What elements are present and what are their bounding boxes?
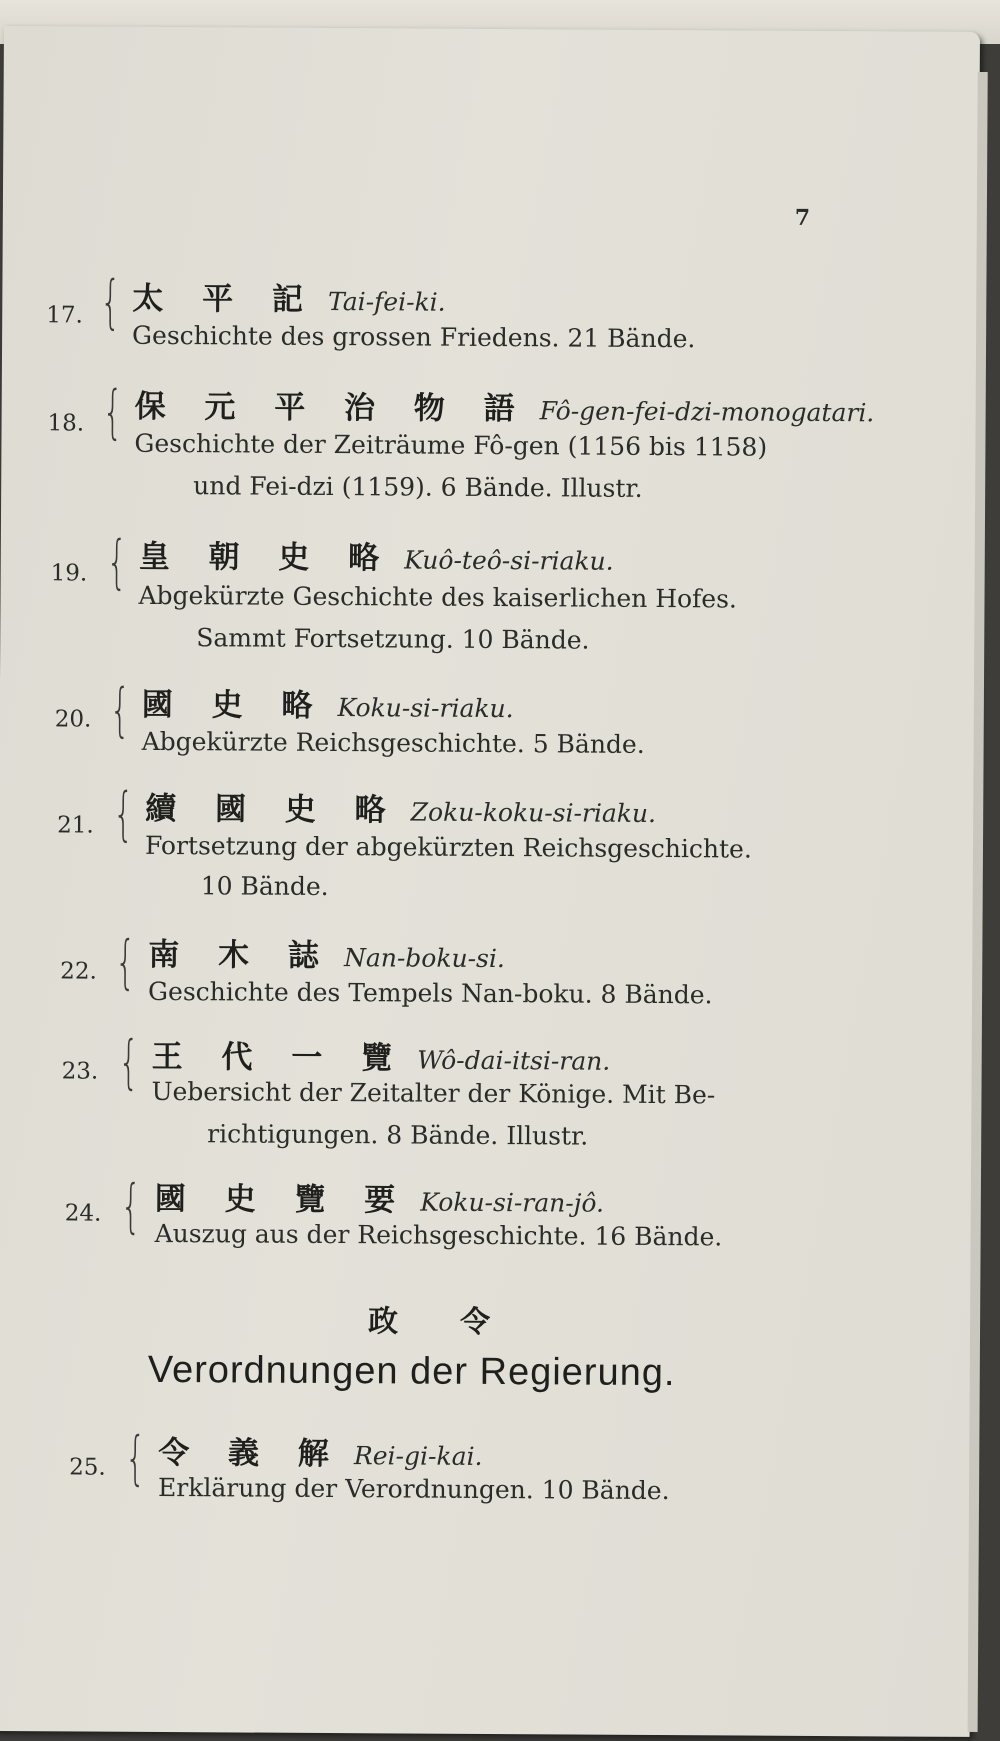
entry-kanji: 南 木 誌	[148, 936, 334, 975]
entry-description: Geschichte des grossen Friedens. 21 Bände.	[132, 320, 696, 354]
entry-description-continued: 10 Bände.	[200, 871, 329, 901]
entry-number: 20.	[54, 706, 92, 733]
book-page	[0, 26, 980, 1737]
entry-description: Abgekürzte Geschichte des kaiserlichen Hofes.	[138, 580, 738, 614]
page-number: 7	[794, 204, 811, 231]
brace-icon: {	[102, 377, 124, 446]
brace-icon: {	[118, 1027, 140, 1096]
entry-title	[148, 929, 505, 976]
entry-title	[139, 531, 614, 579]
entry-description-continued: Sammt Fortsetzung. 10 Bände.	[196, 623, 590, 655]
entry-description: Geschichte der Zeiträume Fô-gen (1156 bis 1158)	[134, 428, 768, 462]
entry-romanization: Nan-boku-si.	[343, 943, 505, 974]
catalog-entry	[2, 267, 922, 354]
entry-description: Erklärung der Verordnungen. 10 Bände.	[157, 1472, 670, 1506]
entry-romanization: Fô-gen-fei-dzi-monogatari.	[539, 396, 875, 428]
brace-icon: {	[120, 1171, 142, 1240]
section-heading-kanji: 政令	[367, 1304, 553, 1341]
entry-kanji: 國 史 覽 要	[154, 1180, 410, 1219]
entry-description: Uebersicht der Zeitalter der Könige. Mit Be-	[151, 1076, 716, 1110]
catalog-entry	[0, 926, 918, 1010]
entry-romanization: Koku-si-riaku.	[337, 693, 514, 724]
entry-number: 18.	[47, 410, 85, 437]
section-heading: Verordnungen der Regierung.	[147, 1348, 676, 1395]
entry-romanization: Tai-fei-ki.	[327, 286, 446, 317]
entry-title	[132, 273, 446, 320]
catalog-entry	[0, 1027, 918, 1151]
entry-number: 22.	[60, 958, 97, 985]
entry-romanization: Koku-si-ran-jô.	[420, 1187, 605, 1218]
entry-romanization: Wô-dai-itsi-ran.	[417, 1045, 611, 1076]
entry-romanization: Kuô-teô-si-riaku.	[404, 545, 614, 576]
entry-description: Abgekürzte Reichsgeschichte. 5 Bände.	[141, 726, 645, 759]
catalog-entry	[0, 1423, 915, 1506]
entry-title	[152, 1031, 611, 1079]
entry-romanization: Zoku-koku-si-riaku.	[410, 797, 657, 828]
brace-icon: {	[115, 927, 136, 996]
entry-number: 23.	[61, 1058, 99, 1085]
page-edge	[968, 72, 988, 1732]
entry-kanji: 國 史 略	[141, 686, 327, 724]
entry-title	[135, 381, 875, 431]
entry-description: Fortsetzung der abgekürzten Reichsgeschichte.	[144, 830, 752, 864]
entry-title	[142, 679, 514, 726]
entry-kanji: 保 元 平 治 物 語	[134, 388, 529, 428]
brace-icon: {	[109, 675, 131, 744]
entry-title	[145, 783, 656, 831]
entry-title	[155, 1173, 605, 1221]
catalog-entry	[0, 675, 920, 759]
entry-description-continued: und Fei-dzi (1159). 6 Bände. Illustr.	[193, 471, 643, 503]
brace-icon: {	[106, 527, 128, 596]
entry-description-continued: richtigungen. 8 Bände. Illustr.	[207, 1119, 589, 1151]
entry-kanji: 王 代 一 覽	[151, 1038, 407, 1077]
entry-number: 21.	[57, 812, 94, 839]
catalog-entry	[1, 526, 921, 655]
entry-kanji: 續 國 史 略	[145, 790, 400, 829]
entry-description: Auszug aus der Reichsgeschichte. 16 Bände.	[154, 1218, 723, 1252]
brace-icon: {	[100, 267, 121, 336]
entry-romanization: Rei-gi-kai.	[353, 1441, 483, 1471]
brace-icon: {	[125, 1423, 146, 1492]
entry-title	[158, 1427, 482, 1474]
catalog-entry	[0, 778, 919, 901]
entry-kanji: 皇 朝 史 略	[138, 538, 394, 577]
entry-number: 17.	[46, 302, 83, 329]
brace-icon: {	[112, 779, 134, 848]
entry-kanji: 太 平 記	[132, 280, 318, 318]
catalog-entry	[0, 1171, 917, 1252]
catalog-entry	[2, 376, 922, 503]
entry-kanji: 令 義 解	[158, 1434, 343, 1473]
entry-number: 19.	[50, 560, 88, 587]
entry-number: 24.	[64, 1200, 102, 1227]
entry-number: 25.	[69, 1454, 106, 1481]
entry-description: Geschichte des Tempels Nan-boku. 8 Bände.	[148, 976, 713, 1010]
